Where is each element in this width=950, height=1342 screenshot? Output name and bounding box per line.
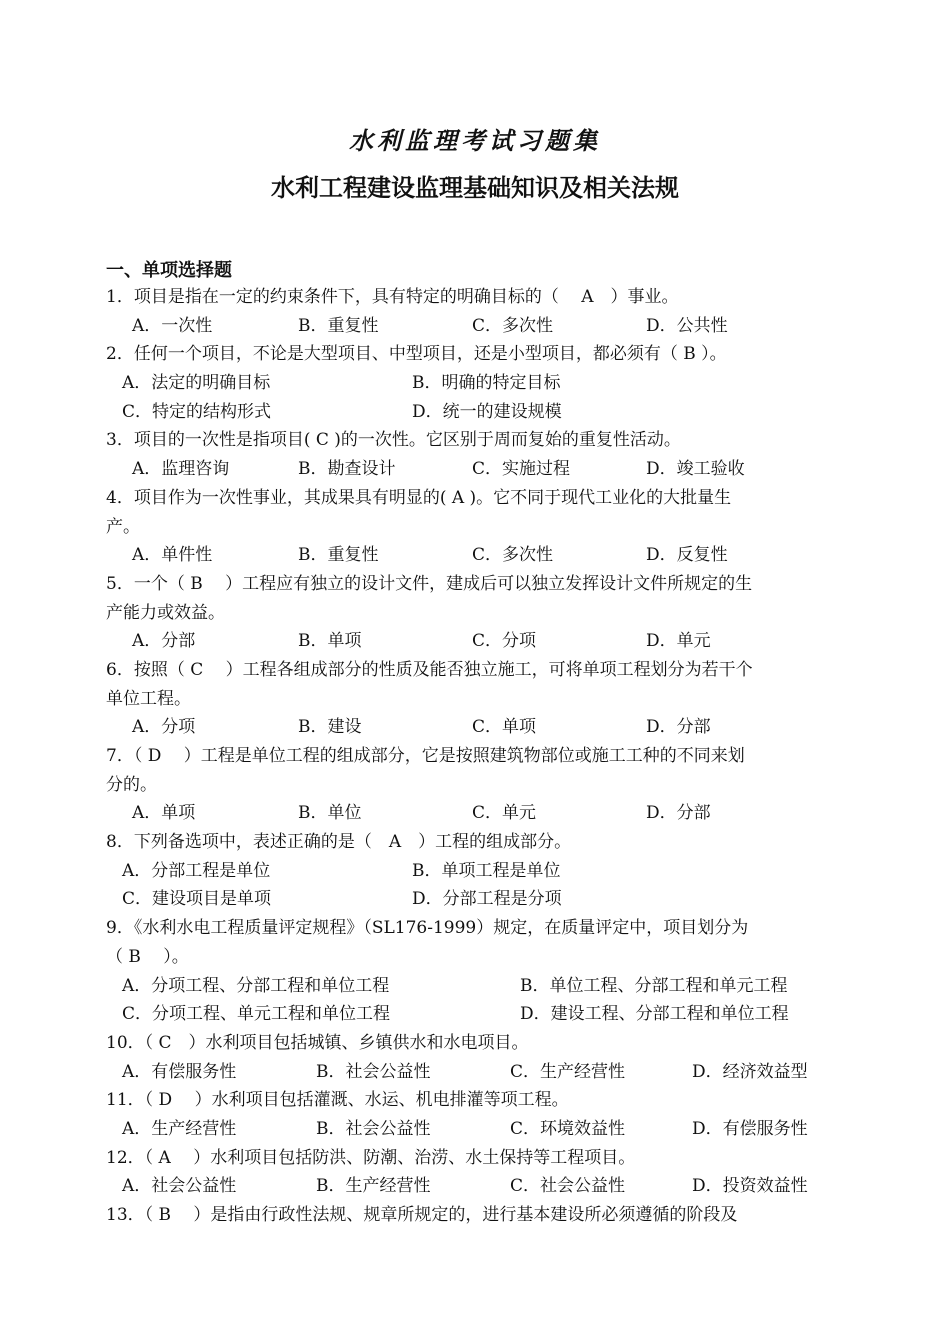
option-row (106, 369, 852, 398)
question-stem: 1．项目是指在一定的约束条件下，具有特定的明确目标的（ A ）事业。 (106, 287, 679, 307)
answer-option: D．反复性 (646, 545, 728, 566)
question-stem: 6．按照（ C ）工程各组成部分的性质及能否独立施工，可将单项工程划分为若干个 (106, 659, 753, 680)
question-stem: 7．（ D ）工程是单位工程的组成部分，它是按照建筑物部位或施工工种的不同来划 (106, 746, 745, 766)
question-stem: 11．（ D ）水利项目包括灌溉、水运、机电排灌等项工程。 (106, 1090, 569, 1111)
answer-option: C．建设项目是单项 (122, 889, 272, 910)
answer-option: A．监理咨询 (132, 459, 230, 480)
answer-option: D．单元 (646, 631, 711, 652)
question-item (106, 1029, 852, 1086)
answer-option: D．建设工程、分部工程和单位工程 (520, 1004, 789, 1025)
question-item (106, 340, 852, 426)
answer-option: B．生产经营性 (316, 1176, 431, 1197)
answer-option: A．法定的明确目标 (122, 373, 271, 394)
question-list (106, 283, 852, 1230)
question-stem: 3．项目的一次性是指项目( C )的一次性。它区别于周而复始的重复性活动。 (106, 430, 681, 451)
question-item (106, 283, 852, 340)
question-item (106, 828, 852, 914)
question-stem: 8．下列备选项中，表述正确的是（ A ）工程的组成部分。 (106, 832, 572, 853)
option-row (106, 541, 852, 570)
answer-option: B．单项工程是单位 (412, 860, 561, 881)
answer-option: D．公共性 (646, 315, 728, 336)
answer-option: C．生产经营性 (510, 1061, 626, 1082)
question-stem: 2．任何一个项目，不论是大型项目、中型项目，还是小型项目，都必须有（ B ）。 (106, 344, 727, 365)
option-row (106, 398, 852, 427)
answer-option: D．分部 (646, 717, 711, 738)
answer-option: B．明确的特定目标 (412, 373, 561, 394)
answer-option: C．单项 (472, 717, 537, 738)
answer-option: C．单元 (472, 803, 537, 824)
option-row (106, 312, 852, 341)
document-subtitle: 水利工程建设监理基础知识及相关法规 (271, 174, 679, 202)
answer-option: A．社会公益性 (122, 1176, 237, 1197)
answer-option: C．社会公益性 (510, 1176, 626, 1197)
question-item (106, 1144, 852, 1201)
question-item (106, 1201, 852, 1230)
answer-option: A．单项 (132, 803, 196, 824)
answer-option: C．分项工程、单元工程和单位工程 (122, 1004, 391, 1025)
question-stem: 13．（ B ）是指由行政性法规、规章所规定的，进行基本建设所必须遵循的阶段及 (106, 1205, 738, 1225)
question-stem: 产。 (106, 516, 140, 537)
question-stem: 12．（ A ）水利项目包括防洪、防潮、治涝、水土保持等工程项目。 (106, 1147, 636, 1168)
option-row (106, 799, 852, 828)
answer-option: B．建设 (298, 717, 362, 738)
question-item (106, 426, 852, 483)
question-stem: 分的。 (106, 774, 157, 795)
answer-option: D．分部 (646, 803, 711, 824)
answer-option: B．单位 (298, 803, 362, 824)
question-stem: 5．一个（ B ）工程应有独立的设计文件，建成后可以独立发挥设计文件所规定的生 (106, 573, 753, 594)
answer-option: C．分项 (472, 631, 537, 652)
option-row (106, 455, 852, 484)
answer-option: C．多次性 (472, 545, 554, 566)
answer-option: B．社会公益性 (316, 1061, 431, 1082)
answer-option: C．多次性 (472, 315, 554, 336)
question-item (106, 570, 852, 656)
answer-option: B．单项 (298, 631, 362, 652)
option-row (106, 1115, 852, 1144)
question-item (106, 914, 852, 1029)
option-row (106, 857, 852, 886)
answer-option: A．分部工程是单位 (122, 860, 271, 881)
answer-option: A．生产经营性 (122, 1118, 237, 1139)
question-stem: （ B ）。 (106, 946, 189, 967)
answer-option: A．分部 (132, 631, 196, 652)
answer-option: D．经济效益型 (692, 1061, 808, 1082)
option-row (106, 1058, 852, 1087)
answer-option: B．勘查设计 (298, 459, 396, 480)
answer-option: A．分项 (132, 717, 196, 738)
option-row (106, 1172, 852, 1201)
answer-option: A．一次性 (132, 315, 213, 336)
answer-option: A．单件性 (132, 545, 213, 566)
question-stem: 9．《水利水电工程质量评定规程》（SL176-1999）规定，在质量评定中，项目划分为 (106, 918, 749, 939)
question-item (106, 656, 852, 742)
document-title: 水利监理考试习题集 (349, 126, 601, 155)
option-row (106, 713, 852, 742)
question-item (106, 742, 852, 828)
question-item (106, 1086, 852, 1143)
option-row (106, 627, 852, 656)
answer-option: D．有偿服务性 (692, 1118, 808, 1139)
answer-option: B．重复性 (298, 545, 379, 566)
answer-option: B．重复性 (298, 315, 379, 336)
question-stem: 单位工程。 (106, 688, 191, 709)
option-row (106, 885, 852, 914)
answer-option: D．统一的建设规模 (412, 401, 562, 422)
option-row (106, 1000, 852, 1029)
question-stem: 10．（ C ）水利项目包括城镇、乡镇供水和水电项目。 (106, 1032, 529, 1053)
answer-option: D．投资效益性 (692, 1176, 808, 1197)
answer-option: D．分部工程是分项 (412, 889, 562, 910)
answer-option: B．单位工程、分部工程和单元工程 (520, 975, 788, 996)
section-heading: 一、单项选择题 (106, 260, 232, 281)
answer-option: C．特定的结构形式 (122, 401, 272, 422)
answer-option: C．环境效益性 (510, 1118, 626, 1139)
option-row (106, 972, 852, 1001)
answer-option: A．分项工程、分部工程和单位工程 (122, 975, 390, 996)
question-item (106, 484, 852, 570)
answer-option: A．有偿服务性 (122, 1061, 237, 1082)
answer-option: B．社会公益性 (316, 1118, 431, 1139)
question-stem: 产能力或效益。 (106, 602, 225, 623)
question-stem: 4．项目作为一次性事业，其成果具有明显的( A )。它不同于现代工业化的大批量生 (106, 487, 732, 508)
answer-option: C．实施过程 (472, 459, 571, 480)
answer-option: D．竣工验收 (646, 459, 745, 480)
